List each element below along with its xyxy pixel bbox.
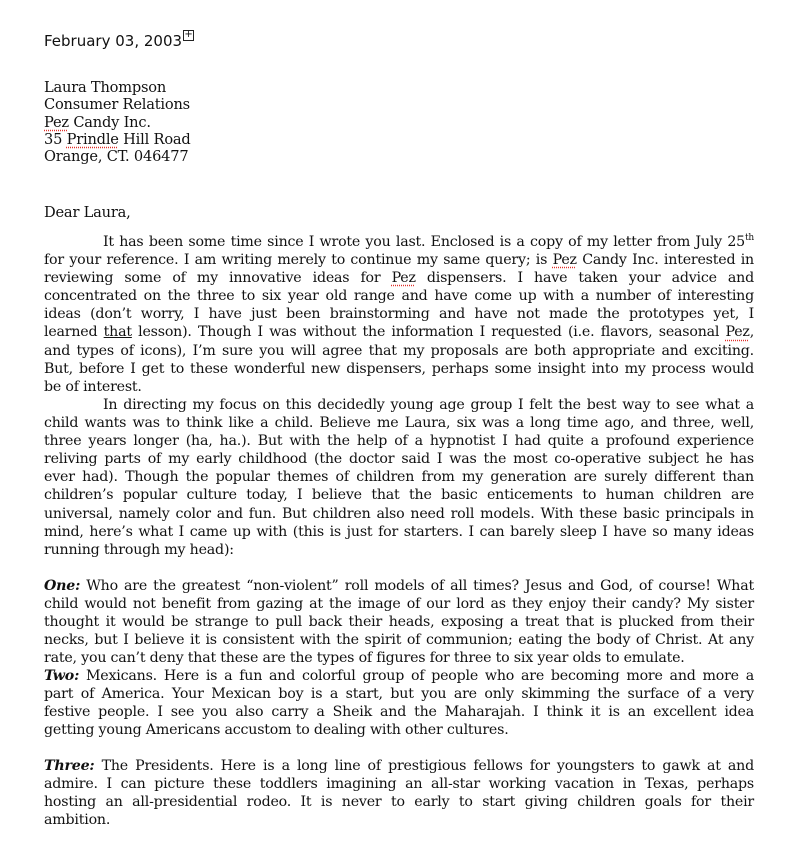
text-line: concentrated on the three to six year old range and have come up with a number of interesting	[44, 288, 754, 305]
text-line: reviewing some of my innovative ideas for Pez dispensers. I have taken your advice and	[44, 270, 754, 287]
expand-plus-icon[interactable]: +	[184, 29, 193, 40]
text-line: three years longer (ha, ha.). But with the help of a hypnotist I had quite a profound experience	[44, 433, 754, 450]
text-line: be of interest.	[44, 378, 142, 395]
recipient-company: Pez Candy Inc.	[44, 113, 151, 131]
text-line: But, before I get to these wonderful new dispensers, perhaps some insight into my process would	[44, 360, 754, 377]
text-line: child wants was to think like a child. Believe me Laura, six was a long time ago, and three, well,	[44, 415, 754, 432]
idea-three	[44, 757, 754, 829]
text-line: It has been some time since I wrote you last. Enclosed is a copy of my letter from July 25th	[103, 233, 754, 250]
text-line: universal, namely color and fun. But children also need roll models. With these basic principals in	[44, 505, 754, 522]
text-line: necks, but I believe it is consistent with the spirit of communion; eating the body of Christ. At any	[44, 632, 754, 649]
text-line: admire. I can picture these toddlers imagining an all-star working vacation in Texas, perhaps	[44, 776, 754, 793]
idea-two	[44, 667, 754, 739]
text-line: reliving parts of my early childhood (the doctor said I was the most co-operative subject he has	[44, 451, 754, 468]
text-line: getting young Americans accustom to dealing with other cultures.	[44, 722, 509, 739]
text-line: child would not benefit from gazing at the image of our lord as they enjoy their candy? My sister	[44, 596, 754, 613]
text-line: mind, here’s what I came up with (this is just for starters. I can barely sleep I have so many ideas	[44, 523, 754, 540]
salutation: Dear Laura,	[44, 204, 131, 221]
idea-one	[44, 577, 754, 667]
text-line: for your reference. I am writing merely to continue my same query; is Pez Candy Inc. interested in	[44, 252, 754, 269]
text-line: part of America. Your Mexican boy is a start, but you are only skimming the surface of a very	[44, 686, 754, 703]
paragraph-2	[44, 396, 754, 559]
letter-date[interactable]	[44, 29, 194, 50]
text-line: ever had). Though the popular themes of children from my generation are surely different than	[44, 469, 754, 486]
recipient-address	[44, 79, 191, 165]
recipient-street: 35 Prindle Hill Road	[44, 130, 191, 148]
text-line: One: Who are the greatest “non-violent” roll models of all times? Jesus and God, of course! What	[44, 578, 754, 594]
recipient-city: Orange, CT. 046477	[44, 148, 189, 166]
text-line: learned that lesson). Though I was without the information I requested (i.e. flavors, seasonal Pez,	[44, 324, 754, 341]
text-line: and types of icons), I’m sure you will agree that my proposals are both appropriate and exciting.	[44, 342, 754, 359]
idea-label: Two:	[44, 668, 80, 684]
text-line: ideas (don’t worry, I have just been brainstorming and have not made the prototypes yet, I	[44, 306, 754, 323]
text-line: rate, you can’t deny that these are the types of figures for three to six year olds to emulate.	[44, 650, 685, 667]
recipient-name: Laura Thompson	[44, 79, 167, 96]
text-line: festive people. I see you also carry a Sheik and the Maharajah. I think it is an excellent idea	[44, 704, 754, 721]
text-line: children’s popular culture today, I believe that the basic enticements to human children are	[44, 487, 754, 504]
text-line: ambition.	[44, 812, 111, 829]
text-line: Three: The Presidents. Here is a long line of prestigious fellows for youngsters to gawk at and	[44, 758, 754, 774]
idea-label: One:	[44, 578, 81, 594]
date-text: February 03, 2003	[44, 32, 183, 50]
text-line: running through my head):	[44, 541, 234, 558]
text-line: In directing my focus on this decidedly young age group I felt the best way to see what a	[103, 397, 754, 413]
text-line: Two: Mexicans. Here is a fun and colorful group of people who are becoming more and more a	[44, 668, 754, 684]
text-line: hosting an all-presidential rodeo. It is never to early to start giving children goals for their	[44, 794, 754, 811]
text-line: thought it would be strange to pull back their heads, exposing a treat that is plucked from their	[44, 614, 754, 631]
recipient-department: Consumer Relations	[44, 96, 190, 114]
paragraph-1	[44, 233, 754, 396]
idea-label: Three:	[44, 758, 95, 774]
